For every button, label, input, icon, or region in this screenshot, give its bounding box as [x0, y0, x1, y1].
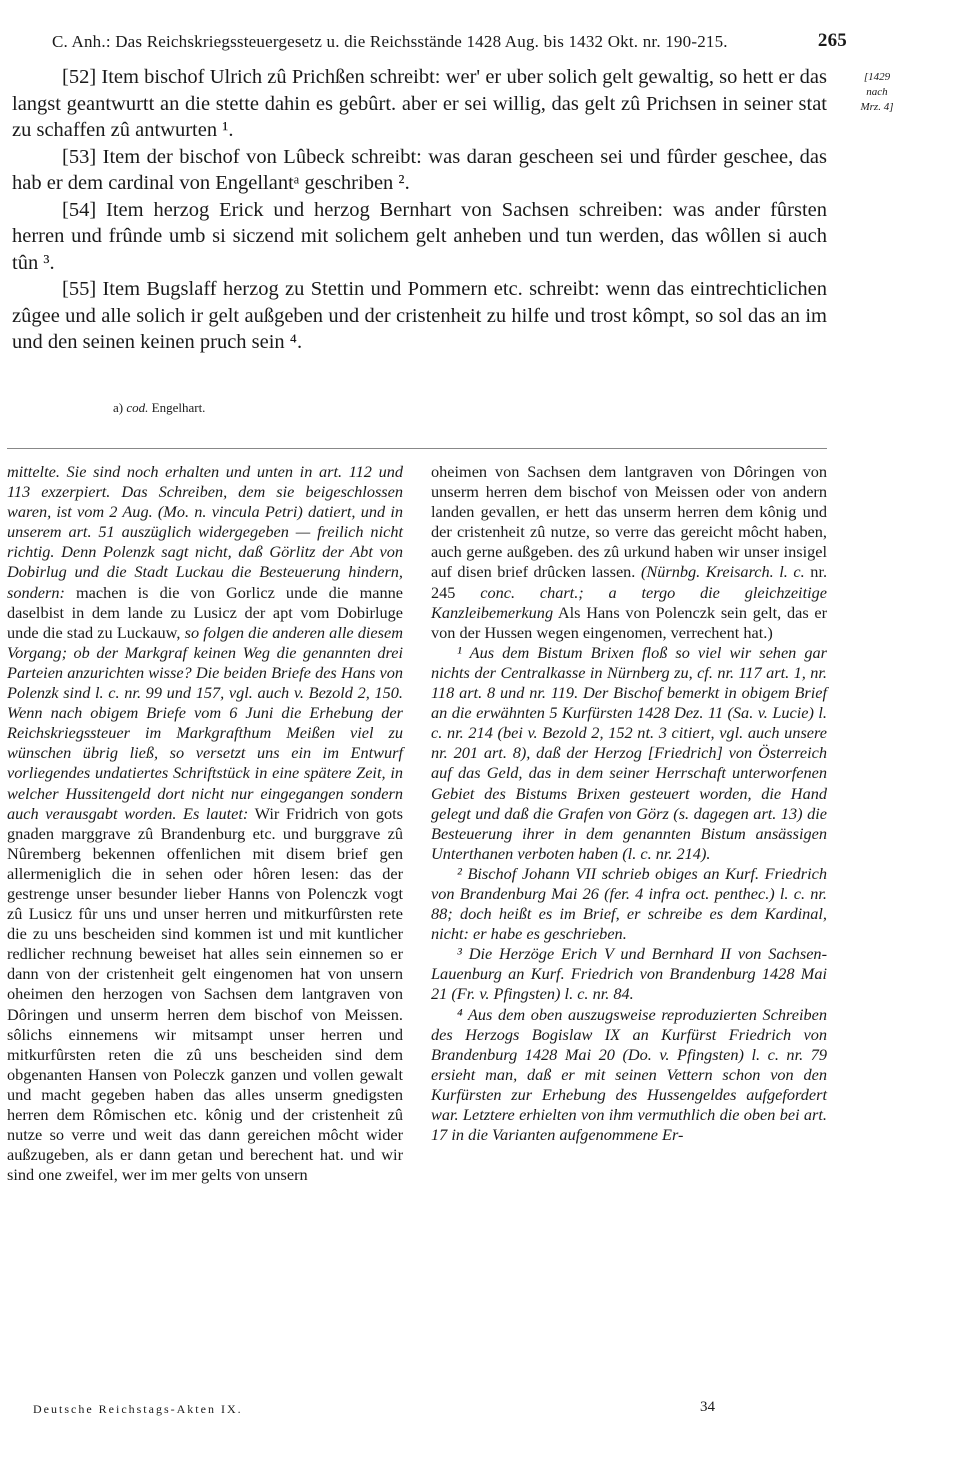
right-footnote-column [431, 462, 827, 1145]
source-number: nr. 245 [431, 562, 828, 602]
paragraph-54: [54] Item herzog Erick und herzog Bernhart von Sachsen schreiben: was ander fûrsten herren und frûnde umb si siczend mit solichem gelt anheben und tun werden, das wôllen si auch tûn ³. [12, 198, 827, 274]
left-column-text [7, 462, 403, 1185]
running-head [52, 32, 847, 52]
footnote-3: ³ Die Herzöge Erich V und Bernhard II von Sachsen-Lauenburg an Kurf. Friedrich von Brandenburg 1428 Mai 21 (Fr. v. Pfingsten) l. c. nr. 84. [431, 944, 827, 1004]
footnote-1: ¹ Aus dem Bistum Brixen floß so viel wir sehen gar nichts der Centralkasse in Nürnberg zu, cf. nr. 117 art. 1, nr. 118 art. 8 und nr. 119. Der Bischof bemerkt in obigem Brief an die erwähnten 5 Kurfürsten 1428 Dez. 11 (Sa. v. Lucie) l. c. nr. 214 (bei v. Bezold 2, 152 nt. 3 citiert, vgl. auch unsere nr. 201 art. 8), daß der Herzog [Friedrich] von Österreich auf das Geld, das in dem seiner Herrschaft unterworfenen Gebiet des Bistums Brixen gesteuert worden, die Hand gelegt und daß die Grafen von Görz (s. dagegen art. 13) die Besteuerung ihrer in dem genannten Bistum ansässigen Unterthanen verboten haben (l. c. nr. 214). [431, 642, 827, 863]
quoted-source-continued: oheimen von Sachsen dem lantgraven von Dôringen von unserm herren dem bischof von Meissen oder von andern landen gevallen, er hett das unserm herren dem kônig und der cristenheit zû nutze, so verre das gereicht môcht haben, auch gerne außgeben. des zû urkund haben wir unser insigel auf disen brief drûcken lassen. (Nürnbg. Kreisarch. l. c. nr. 245 conc. chart.; a tergo die gleichzeitige Kanzleibemerkung Als Hans von Polenczk sein gelt, das er von der Hussen wegen eingenomen, verrechent hat.) [431, 462, 828, 642]
source-reference: (Nürnbg. Kreisarch. l. c. [640, 562, 805, 582]
italic-commentary: so folgen die anderen alle diesem Vorgang; ob der Markgraf keinen Weg die genannten drei Parteien anzurichten wisse? Die beiden Briefe des Hans von Polenzk sind l. c. nr. 99 und 157, vgl. auch v. Bezold 2, 150. Wenn nach obigem Briefe vom 6 Juni die Erhebung der Reichskriegssteuer im Markgrafthum Meißen viel zu wünschen übrig ließ, so versetzt uns ein im Entwurf vorliegendes undatiertes Schriftstück in eine spätere Zeit, in welcher Hussitengeld dort nicht nur eingegangen sondern auch verausgabt worden. Es lautet: [7, 622, 403, 823]
margin-note-line: Mrz. 4] [860, 101, 894, 113]
page-number: 265 [817, 30, 847, 51]
signature-mark: 34 [700, 1399, 715, 1415]
quoted-source: machen is die von Gorlicz unde die manne daselbist in dem lande zu Lusicz der apt vom Dobirluge unde die stad zu Luckauw, [7, 582, 404, 642]
margin-date-note [842, 70, 912, 115]
main-text [12, 64, 827, 356]
quoted-source: Wir Fridrich von gots gnaden marggrave zû Brandenburg etc. und burggrave zû Nûremberg bekennen offenlichen mit disem brief gen allermeniglich die in sehen oder hôren lesen: das der gestrenge unser besunder lieber Hanns von Polenczk vogt zû Lusicz fûr uns und unser herren und mitkurfûrsten rete die zu uns bescheiden sind kommen ist und mit kuntlicher redlicher rechnung beweiset hat alles sein einnemen so er dann von der cristenheit gelt eingenomen hat von unsern oheimen den herzogen von Sachsen dem lantgraven von Dôringen und unserm herren dem bischof von Meissen. sôlichs einnemens wir mitsampt unser herren und mitkurfûrsten reten die zû uns bescheiden sind dem obgenanten Hansen von Poleczk ganzen und vollen gewalt und macht gegeben haben das alles unserm gnedigsten herren dem Rômischen etc. kônig und der cristenheit zû nutze so verre und weit das dann gereichen môcht wider außzugeben, als er dann getan und berechent hat. und wir sind one zweifel, wer im mer gelts von unsern [7, 803, 404, 1185]
paragraph-52: [52] Item bischof Ulrich zû Prichßen schreibt: wer' er uber solich gelt gewaltig, so hett er das langst geantwurtt an die stette dahin es gebûrt. aber er sei willig, das gelt zû Prichsen in seiner stat zu schaffen zû antwurten ¹. [12, 66, 827, 141]
series-title: Deutsche Reichstags-Akten IX. [33, 1402, 243, 1416]
italic-commentary: mittelte. Sie sind noch erhalten und unten in art. 112 und 113 exzerpiert. Das Schreiben, dem sie beigeschlossen waren, ist vom 2 Aug. (Mo. n. vincula Petri) datiert, und in unserem art. 51 auszüglich widergegeben — freilich nicht richtig. Denn Polenzk sagt nicht, daß Görlitz der Abt von Dobirlug und die Stadt Luckau die Besteuerung hindern, sondern: [7, 462, 403, 602]
variant-note [113, 400, 205, 416]
footnote-2: ² Bischof Johann VII schrieb obiges an Kurf. Friedrich von Brandenburg Mai 26 (fer. 4 infra oct. penthec.) l. c. nr. 88; doch heißt es im Brief, er schreibe es dem Kardinal, nicht: er habe es geschrieben. [431, 863, 827, 944]
section-divider [7, 448, 827, 449]
paragraph-55: [55] Item Bugslaff herzog zu Stettin und Pommern etc. schreibt: wenn das eintrechticlichen zûgee und alle solich ir gelt außgeben und der cristenheit zu hilfe und trost kômpt, so sol das an im und den seinen keinen pruch sein ⁴. [12, 278, 827, 353]
variant-abbr: cod. [126, 400, 149, 415]
running-title: C. Anh.: Das Reichskriegssteuergesetz u. die Reichsstände 1428 Aug. bis 1432 Okt. nr. 190-215. [52, 32, 728, 51]
variant-mark: a) [113, 400, 124, 415]
margin-note-line: nach [866, 86, 888, 98]
variant-text: Engelhart. [151, 400, 206, 415]
left-footnote-column [7, 462, 403, 1185]
footnote-4: ⁴ Aus dem oben auszugsweise reproduzierten Schreiben des Herzogs Bogislaw IX an Kurfürst Friedrich von Brandenburg 1428 Mai 20 (Do. v. Pfingsten) l. c. nr. 79 ersieht man, daß er mit seinen Vettern schon von den Kurfürsten zur Erhebung des Hussengeldes aufgefordert war. Letztere erhielten von ihm vermuthlich die oben bei art. 17 in die Varianten aufgenommene Er- [431, 1004, 827, 1145]
paragraph-53: [53] Item der bischof von Lûbeck schreibt: was daran gescheen sei und fûrder geschee, das hab er dem cardinal von Engellantᵃ geschriben ². [12, 145, 827, 194]
source-quote: Als Hans von Polenczk sein gelt, das er von der Hussen wegen eingenomen, verrechent hat.) [431, 602, 827, 642]
source-tergo: a tergo die gleichzeitige Kanzleibemerkung [431, 582, 827, 622]
margin-note-line: [1429 [863, 71, 891, 83]
source-conc: conc. chart.; [480, 582, 584, 602]
